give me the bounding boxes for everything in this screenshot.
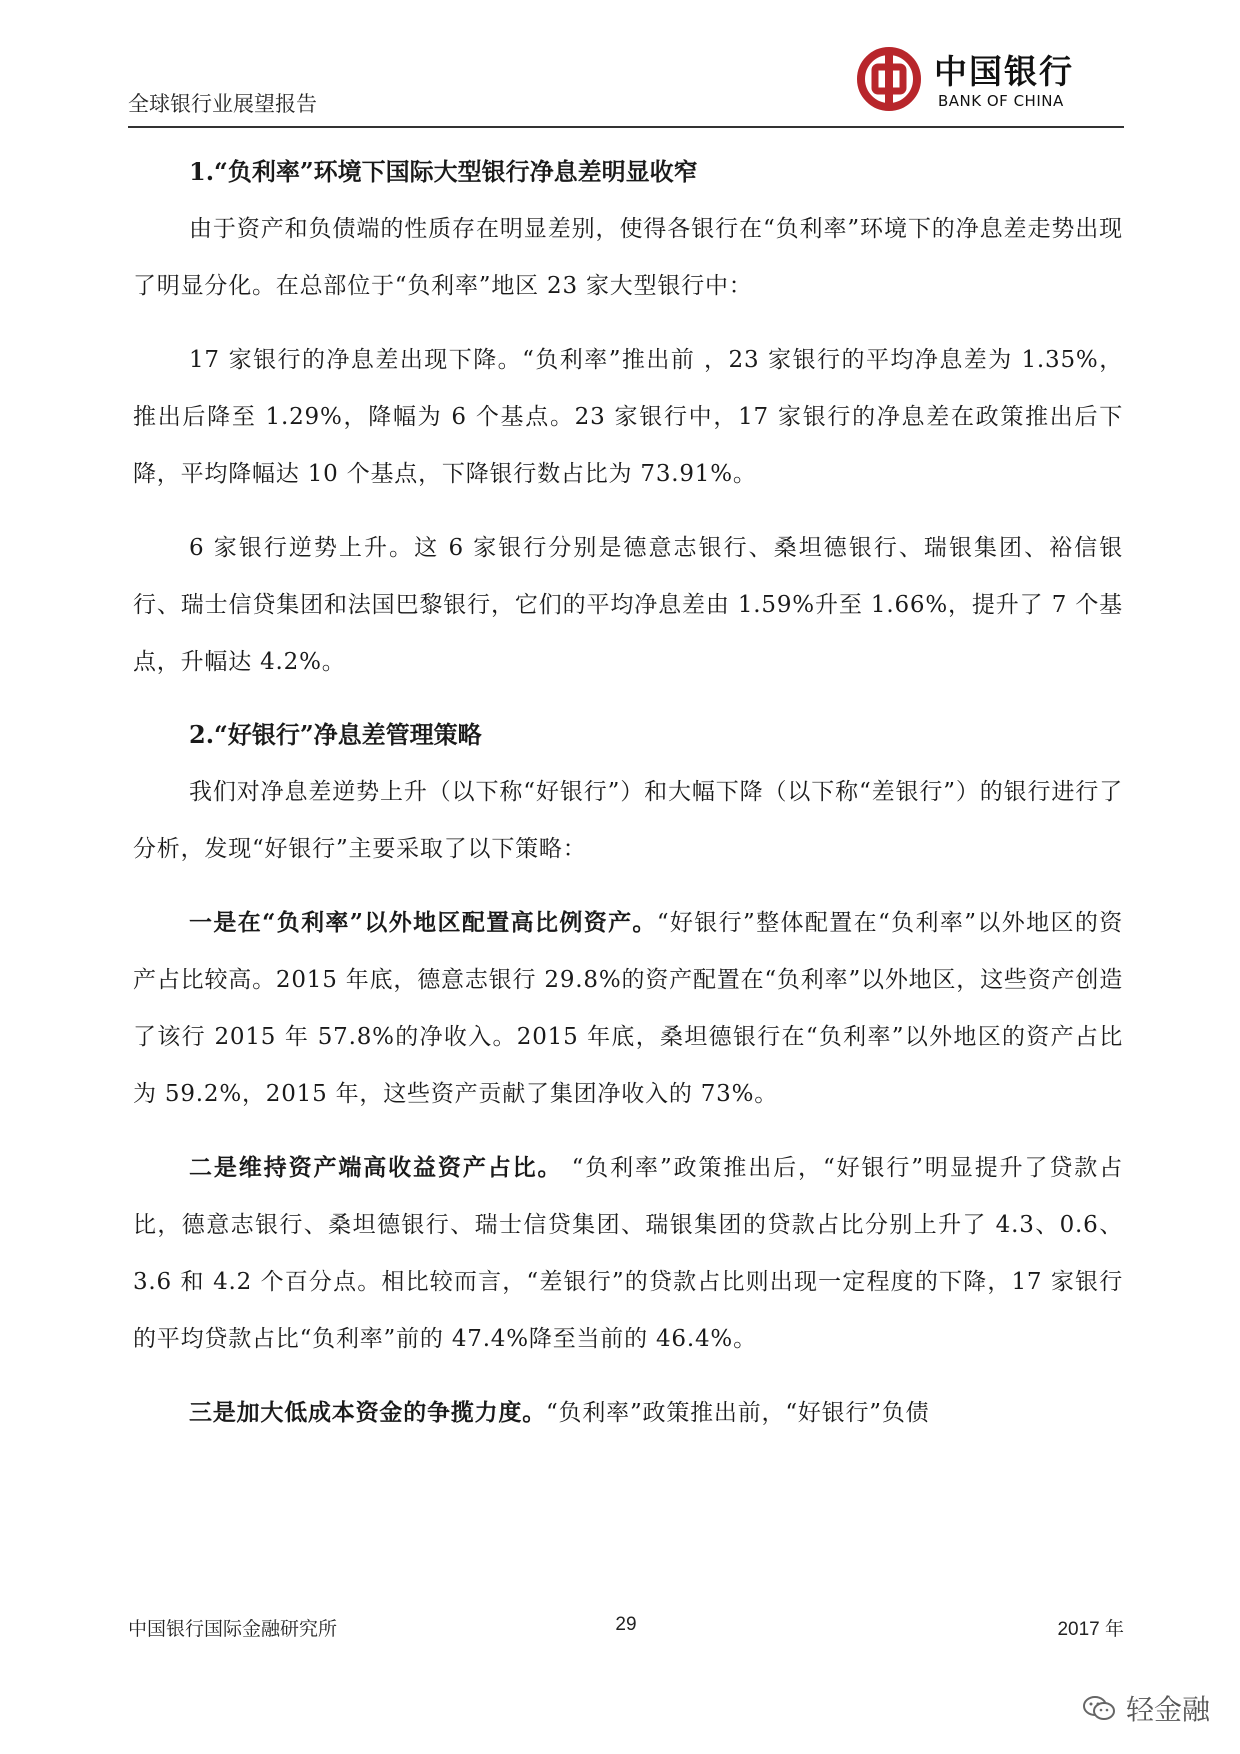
wechat-icon (1082, 1695, 1116, 1721)
paragraph (133, 331, 1123, 503)
document-body (133, 144, 1123, 1458)
paragraph-text: “负利率”政策推出前，“好银行”负债 (546, 1400, 930, 1426)
paragraph (133, 1384, 1123, 1442)
page-number: 29 (615, 1614, 637, 1635)
paragraph (133, 519, 1123, 691)
logo-chinese-name: 中国银行 (934, 52, 1074, 91)
paragraph-text: 由于资产和负债端的性质存在明显差别，使得各银行在“负利率”环境下的净息差走势出现了明显分化。在总部位于“负利率”地区 23 家大型银行中： (133, 216, 1123, 299)
paragraph-lead: 一是在“负利率”以外地区配置高比例资产。 (189, 909, 657, 936)
paragraph-text: 我们对净息差逆势上升（以下称“好银行”）和大幅下降（以下称“差银行”）的银行进行了分析，发现“好银行”主要采取了以下策略： (133, 779, 1123, 862)
paragraph-text: 17 家银行的净息差出现下降。“负利率”推出前 ，23 家银行的平均净息差为 1.35%，推出后降至 1.29%，降幅为 6 个基点。23 家银行中，17 家银行的净息差在政策推出后下降，平均降幅达 10 个基点，下降银行数占比为 73.91%。 (133, 347, 1123, 487)
header-divider (128, 126, 1124, 128)
footer-year: 2017 年 (1057, 1619, 1124, 1640)
paragraph-lead: 三是加大低成本资金的争揽力度。 (189, 1399, 546, 1426)
report-title: 全球银行业展望报告 (128, 92, 317, 116)
bank-of-china-emblem-icon (856, 46, 922, 112)
paragraph (133, 200, 1123, 315)
page-footer (128, 1614, 1124, 1644)
paragraph (133, 1139, 1123, 1368)
section-heading: 1.“负利率”环境下国际大型银行净息差明显收窄 (189, 157, 698, 186)
logo-english-name: BANK OF CHINA (938, 92, 1064, 110)
watermark-text: 轻金融 (1125, 1693, 1210, 1726)
paragraph-text: 6 家银行逆势上升。这 6 家银行分别是德意志银行、桑坦德银行、瑞银集团、裕信银行、瑞士信贷集团和法国巴黎银行，它们的平均净息差由 1.59%升至 1.66%，提升了 7 个基点，升幅达 4.2%。 (133, 535, 1123, 675)
section-heading: 2.“好银行”净息差管理策略 (189, 720, 482, 749)
paragraph (133, 894, 1123, 1123)
paragraph-lead: 二是维持资产端高收益资产占比。 (189, 1154, 563, 1181)
footer-institute: 中国银行国际金融研究所 (128, 1619, 338, 1640)
bank-logo (856, 46, 1096, 116)
page-header (128, 40, 1124, 128)
paragraph (133, 763, 1123, 878)
paragraph-text: “负利率”政策推出后，“好银行”明显提升了贷款占比，德意志银行、桑坦德银行、瑞士信贷集团、瑞银集团的贷款占比分别上升了 4.3、0.6、3.6 和 4.2 个百分点。相比较而言，“差银行”的贷款占比则出现一定程度的下降，17 家银行的平均贷款占比“负利率”前的 47.4%降至当前的 46.4%。 (133, 1155, 1123, 1352)
paragraph-text: “好银行”整体配置在“负利率”以外地区的资产占比较高。2015 年底，德意志银行 29.8%的资产配置在“负利率”以外地区，这些资产创造了该行 2015 年 57.8%的净收入。2015 年底，桑坦德银行在“负利率”以外地区的资产占比为 59.2%，2015 年，这些资产贡献了集团净收入的 73%。 (133, 910, 1123, 1107)
watermark (1082, 1688, 1210, 1728)
